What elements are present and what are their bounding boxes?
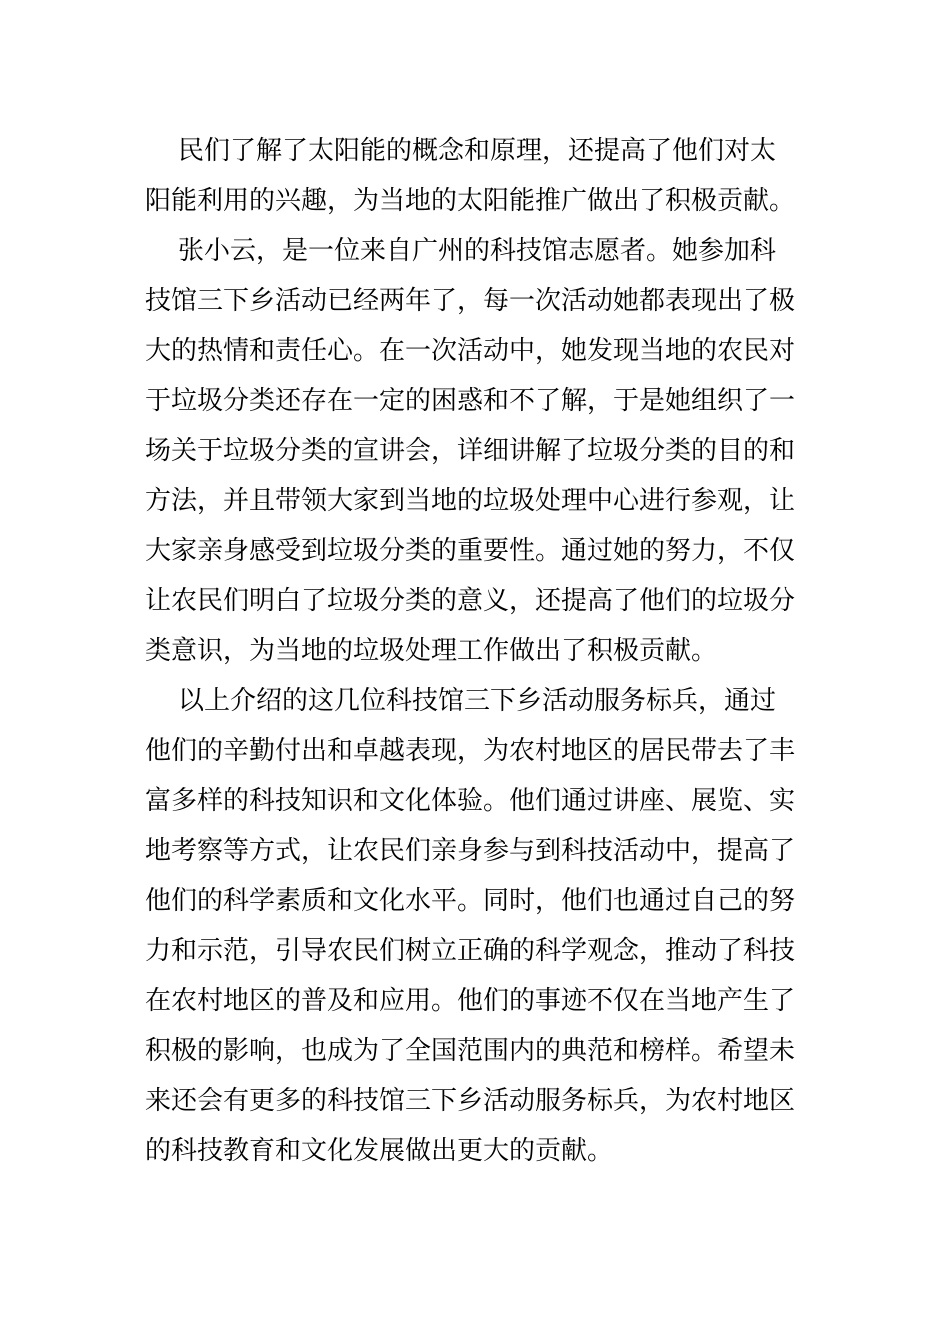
text-line: 来还会有更多的科技馆三下乡活动服务标兵，为农村地区 bbox=[145, 1086, 796, 1116]
text-line: 地考察等方式，让农民们亲身参与到科技活动中，提高了 bbox=[145, 836, 796, 866]
text-line: 让农民们明白了垃圾分类的意义，还提高了他们的垃圾分 bbox=[145, 586, 796, 616]
text-line: 场关于垃圾分类的宣讲会，详细讲解了垃圾分类的目的和 bbox=[145, 436, 796, 466]
text-line: 于垃圾分类还存在一定的困惑和不了解，于是她组织了一 bbox=[145, 386, 796, 416]
text-line: 的科技教育和文化发展做出更大的贡献。 bbox=[145, 1136, 614, 1166]
paragraph bbox=[145, 126, 810, 226]
text-line: 力和示范，引导农民们树立正确的科学观念，推动了科技 bbox=[145, 936, 796, 966]
text-line: 技馆三下乡活动已经两年了，每一次活动她都表现出了极 bbox=[145, 286, 796, 316]
text-line: 以上介绍的这几位科技馆三下乡活动服务标兵，通过 bbox=[145, 686, 777, 716]
paragraph bbox=[145, 226, 810, 676]
text-line: 积极的影响，也成为了全国范围内的典范和榜样。希望未 bbox=[145, 1036, 796, 1066]
text-line: 大的热情和责任心。在一次活动中，她发现当地的农民对 bbox=[145, 336, 796, 366]
text-line: 他们的辛勤付出和卓越表现，为农村地区的居民带去了丰 bbox=[145, 736, 796, 766]
text-line: 在农村地区的普及和应用。他们的事迹不仅在当地产生了 bbox=[145, 986, 796, 1016]
text-line: 类意识，为当地的垃圾处理工作做出了积极贡献。 bbox=[145, 636, 718, 666]
document-body bbox=[145, 126, 810, 1176]
text-line: 阳能利用的兴趣，为当地的太阳能推广做出了积极贡献。 bbox=[145, 186, 796, 216]
text-line: 民们了解了太阳能的概念和原理，还提高了他们对太 bbox=[145, 136, 777, 166]
text-line: 方法，并且带领大家到当地的垃圾处理中心进行参观，让 bbox=[145, 486, 796, 516]
text-line: 张小云，是一位来自广州的科技馆志愿者。她参加科 bbox=[145, 236, 777, 266]
paragraph bbox=[145, 676, 810, 1176]
text-line: 富多样的科技知识和文化体验。他们通过讲座、展览、实 bbox=[145, 786, 796, 816]
text-line: 他们的科学素质和文化水平。同时，他们也通过自己的努 bbox=[145, 886, 796, 916]
text-line: 大家亲身感受到垃圾分类的重要性。通过她的努力，不仅 bbox=[145, 536, 796, 566]
